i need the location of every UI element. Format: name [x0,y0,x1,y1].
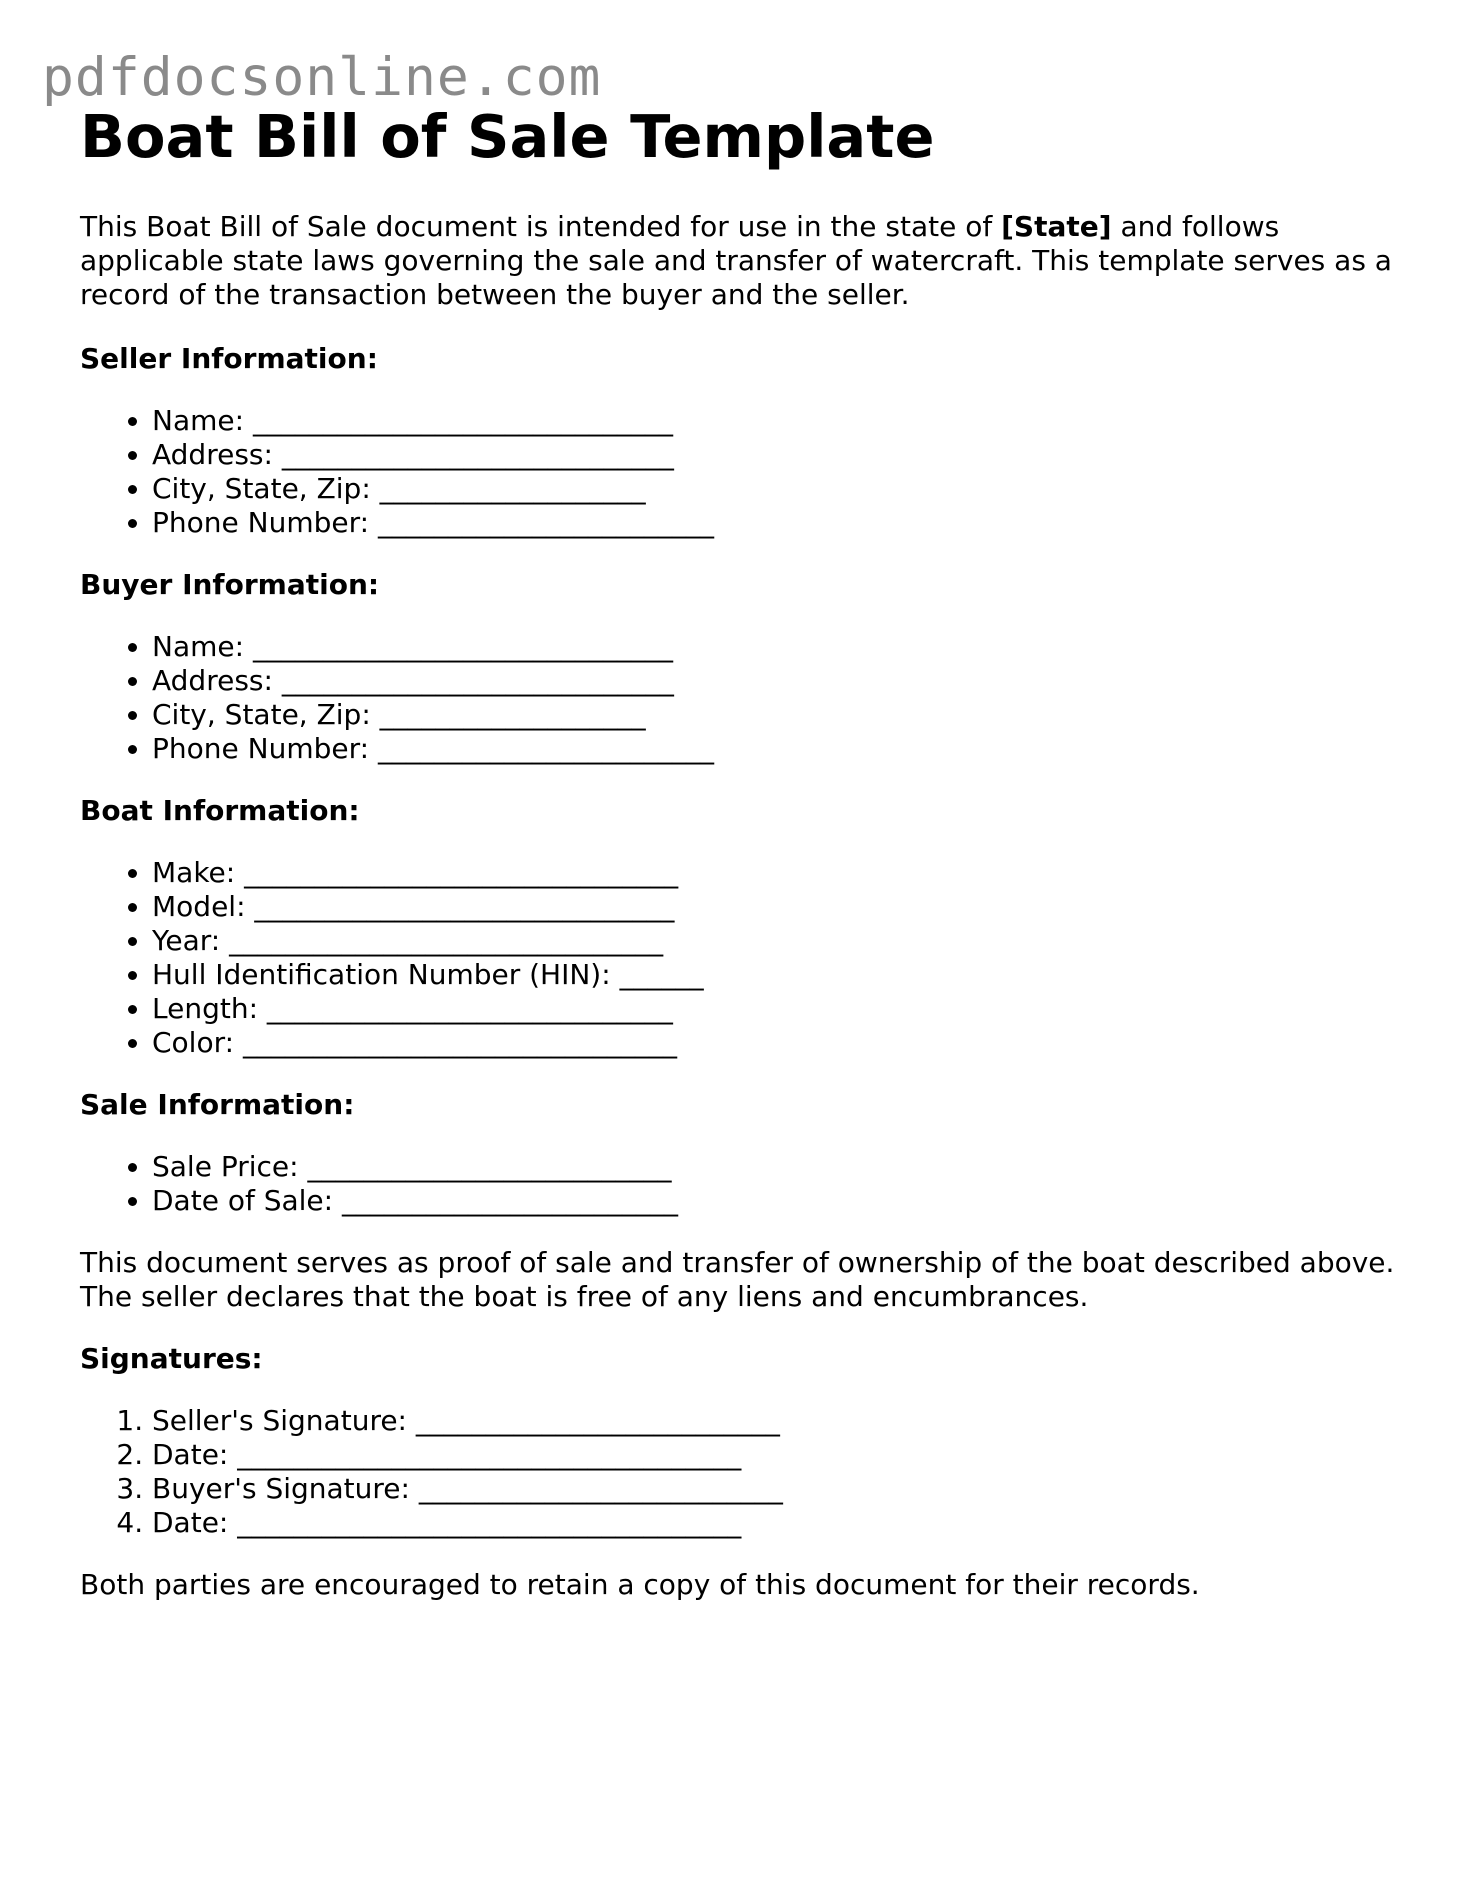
seller-name-field: • Name: ______________________________ [152,404,1400,438]
closing-paragraph: Both parties are encouraged to retain a copy of this document for their records. [80,1568,1200,1601]
intro-paragraph [80,210,1400,312]
proof-paragraph: This document serves as proof of sale and transfer of ownership of the boat described above. The seller declares that the boat is free of any liens and encumbrances. [80,1246,1395,1313]
watermark: pdfdocsonline.com [42,47,602,108]
boat-length-field: • Length: _____________________________ [152,992,1400,1026]
buyer-address-field: • Address: ____________________________ [152,664,1400,698]
buyer-signature-date-field: 4. Date: ____________________________________ [152,1506,1400,1540]
sale-date-field: • Date of Sale: ________________________ [152,1184,1400,1218]
buyer-heading: Buyer Information: [80,568,380,601]
buyer-signature-field: 3. Buyer's Signature: __________________________ [152,1472,1400,1506]
boat-model-field: • Model: ______________________________ [152,890,1400,924]
seller-field-list [80,404,1400,540]
signature-list [80,1404,1400,1540]
intro-text-after: and follows applicable state laws governing the sale and transfer of watercraft. This template serves as a record of the transaction between the buyer and the seller. [80,210,1392,311]
buyer-field-list [80,630,1400,766]
document-page [80,102,1400,1602]
sale-heading: Sale Information: [80,1088,355,1121]
boat-make-field: • Make: _______________________________ [152,856,1400,890]
signatures-heading: Signatures: [80,1342,263,1375]
sale-price-field: • Sale Price: __________________________ [152,1150,1400,1184]
seller-heading: Seller Information: [80,342,378,375]
seller-city-state-zip-field: • City, State, Zip: ___________________ [152,472,1400,506]
state-placeholder: [State] [1001,210,1112,243]
buyer-phone-field: • Phone Number: ________________________ [152,732,1400,766]
seller-signature-date-field: 2. Date: ____________________________________ [152,1438,1400,1472]
boat-heading: Boat Information: [80,794,360,827]
boat-color-field: • Color: _______________________________ [152,1026,1400,1060]
boat-hin-field: • Hull Identification Number (HIN): ______ [152,958,1400,992]
seller-signature-field: 1. Seller's Signature: __________________________ [152,1404,1400,1438]
intro-text-before: This Boat Bill of Sale document is intended for use in the state of [80,210,1002,243]
seller-address-field: • Address: ____________________________ [152,438,1400,472]
buyer-city-state-zip-field: • City, State, Zip: ___________________ [152,698,1400,732]
seller-phone-field: • Phone Number: ________________________ [152,506,1400,540]
buyer-name-field: • Name: ______________________________ [152,630,1400,664]
boat-year-field: • Year: _______________________________ [152,924,1400,958]
document-title: Boat Bill of Sale Template [80,102,935,171]
boat-field-list [80,856,1400,1060]
sale-field-list [80,1150,1400,1218]
